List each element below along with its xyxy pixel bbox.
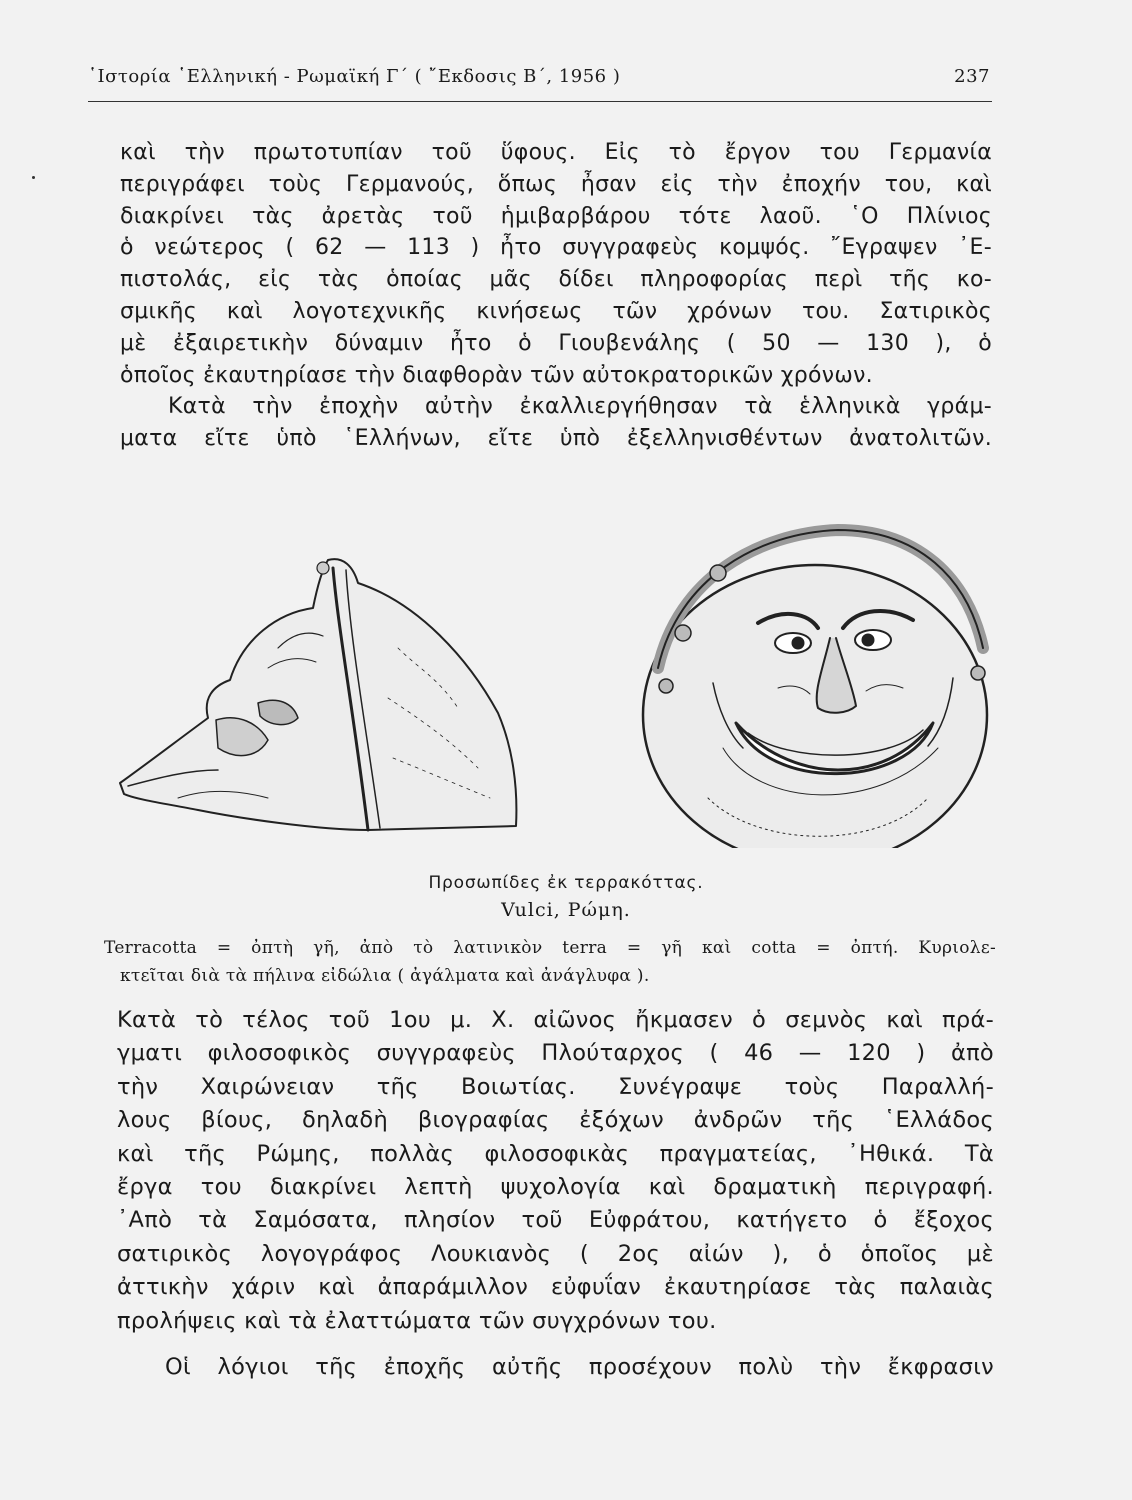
- text-line: Οἱ λόγιοι τῆς ἐποχῆς αὐτῆς προσέχουν πολὺ τὴν ἔκφρασιν: [165, 1354, 994, 1380]
- text-line: καὶ τὴν πρωτοτυπίαν τοῦ ὕφους. Εἰς τὸ ἔργον του Γερμανία: [120, 140, 992, 165]
- header-title: ῾Ιστορία ῾Ελληνική - Ρωμαϊκή Γ΄ ( ῎Εκδοσις Β΄, 1956 ): [88, 66, 621, 87]
- text-line: ὁ νεώτερος ( 62 — 113 ) ἦτο συγγραφεὺς κομψός. ῎Εγραψεν ᾿Ε-: [120, 235, 992, 261]
- terracotta-mask-profile: [120, 559, 516, 830]
- text-line: τὴν Χαιρώνειαν τῆς Βοιωτίας. Συνέγραψε τοὺς Παραλλή-: [117, 1073, 994, 1100]
- text-line: προλήψεις καὶ τὰ ἐλαττώματα τῶν συγχρόνων του.: [117, 1307, 717, 1334]
- text-line: Κατὰ τὴν ἐποχὴν αὐτὴν ἐκαλλιεργήθησαν τὰ ἑλληνικὰ γράμ-: [168, 394, 992, 420]
- figure-caption-location: Vulci, Ρώμη.: [501, 899, 631, 921]
- text-line: λους βίους, δηλαδὴ βιογραφίας ἐξόχων ἀνδρῶν τῆς ῾Ελλάδος: [117, 1107, 994, 1134]
- text-line: σμικῆς καὶ λογοτεχνικῆς κινήσεως τῶν χρόνων του. Σατιρικὸς: [120, 298, 992, 324]
- terracotta-mask-frontal: [643, 530, 987, 848]
- paragraph-2: [117, 1004, 994, 1338]
- text-line: διακρίνει τὰς ἀρετὰς τοῦ ἡμιβαρβάρου τότε λαοῦ. ῾Ο Πλίνιος: [120, 203, 992, 229]
- text-line: σατιρικὸς λογογράφος Λουκιανὸς ( 2ος αἰών ), ὁ ὁποῖος μὲ: [117, 1240, 994, 1267]
- paragraph-1: [120, 137, 992, 455]
- footnote: [104, 934, 996, 990]
- running-header: [88, 66, 990, 87]
- text-line: πιστολάς, εἰς τὰς ὁποίας μᾶς δίδει πληροφορίας περὶ τῆς κο-: [120, 267, 992, 293]
- scan-speck: [32, 176, 35, 179]
- text-line: Κατὰ τὸ τέλος τοῦ 1ου μ. Χ. αἰῶνος ἤκμασεν ὁ σεμνὸς καὶ πρά-: [117, 1007, 994, 1033]
- text-line: ἔργα του διακρίνει λεπτὴ ψυχολογία καὶ δραματικὴ περιγραφή.: [117, 1174, 994, 1201]
- text-line: μὲ ἐξαιρετικὴν δύναμιν ἦτο ὁ Γιουβενάλης ( 50 — 130 ), ὁ: [120, 330, 992, 356]
- text-line: ὁποῖος ἐκαυτηρίασε τὴν διαφθορὰν τῶν αὐτοκρατορικῶν χρόνων.: [120, 362, 873, 388]
- footnote-line: Terracotta = ὀπτὴ γῆ, ἀπὸ τὸ λατινικὸν terra = γῆ καὶ cotta = ὀπτή. Κυριολε-: [104, 938, 996, 958]
- text-line: ἀττικὴν χάριν καὶ ἀπαράμιλλον εὐφυΐαν ἐκαυτηρίασε τὰς παλαιὰς: [117, 1274, 994, 1301]
- terracotta-masks-figure: [118, 508, 1008, 848]
- text-line: καὶ τῆς Ρώμης, πολλὰς φιλοσοφικὰς πραγματείας, ᾿Ηθικά. Τὰ: [117, 1140, 994, 1167]
- text-line: ᾿Απὸ τὰ Σαμόσατα, πλησίον τοῦ Εὐφράτου, κατήγετο ὁ ἔξοχος: [117, 1207, 994, 1234]
- page-number: 237: [954, 66, 990, 87]
- header-rule: [88, 101, 992, 102]
- figure-caption: Προσωπίδες ἐκ τερρακόττας.: [428, 873, 704, 893]
- paragraph-3: [117, 1352, 994, 1384]
- text-line: περιγράφει τοὺς Γερμανούς, ὅπως ἦσαν εἰς τὴν ἐποχήν του, καὶ: [120, 171, 992, 197]
- footnote-line: κτεῖται διὰ τὰ πήλινα εἰδώλια ( ἀγάλματα καὶ ἀνάγλυφα ).: [120, 966, 650, 986]
- text-line: ματα εἴτε ὑπὸ ῾Ελλήνων, εἴτε ὑπὸ ἐξελληνισθέντων ἀνατολιτῶν.: [120, 426, 992, 452]
- text-line: γματι φιλοσοφικὸς συγγραφεὺς Πλούταρχος ( 46 — 120 ) ἀπὸ: [117, 1040, 994, 1067]
